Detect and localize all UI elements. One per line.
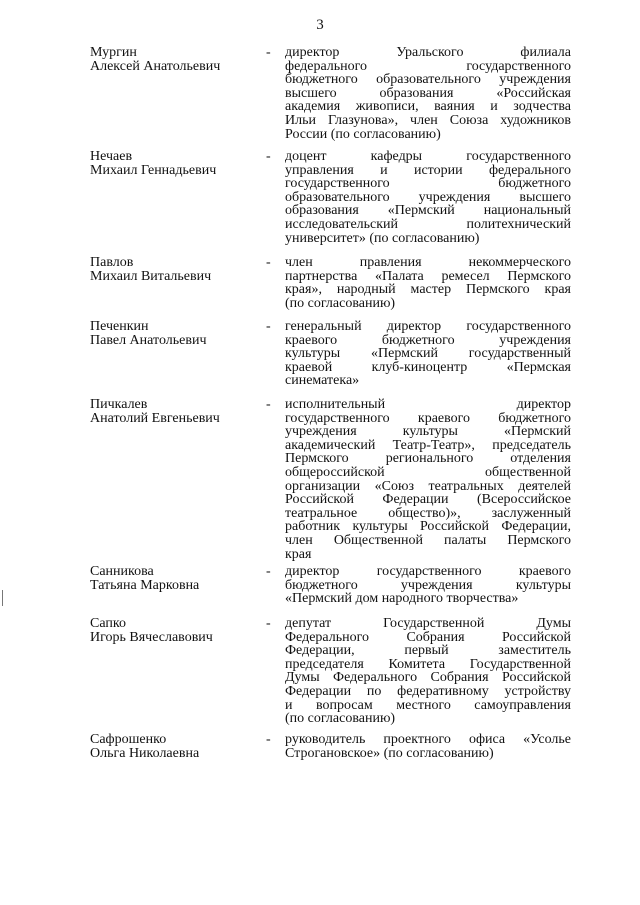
position-line: учреждения культуры «Пермский	[285, 424, 571, 440]
member-name	[90, 256, 260, 284]
position-line: высшего образования «Российская	[285, 85, 571, 101]
member-surname: Павлов	[90, 255, 134, 270]
position-line: Ильи Глазунова», член Союза художников	[285, 112, 571, 128]
member-surname: Пичкалев	[90, 397, 148, 412]
member-given-names: Михаил Витальевич	[90, 269, 212, 284]
page-number: 3	[316, 17, 324, 33]
scan-edge-mark	[2, 590, 3, 606]
member-name	[90, 617, 260, 645]
position-line: Федерации, первый заместитель	[285, 643, 571, 659]
member-position	[285, 733, 571, 760]
position-line: синематека»	[285, 373, 360, 389]
member-given-names: Алексей Анатольевич	[90, 59, 221, 74]
position-line: доцент кафедры государственного	[285, 149, 571, 164]
position-line: академический Театр-Театр», председатель	[285, 437, 571, 453]
position-line: культуры «Пермский государственный	[285, 346, 571, 362]
member-name	[90, 398, 260, 426]
member-surname: Нечаев	[90, 149, 133, 164]
position-line: образования «Пермский национальный	[285, 203, 571, 219]
member-given-names: Павел Анатольевич	[90, 333, 207, 348]
position-line: директор государственного краевого	[285, 564, 571, 579]
position-line: депутат Государственной Думы	[285, 616, 571, 631]
dash-separator: -	[266, 255, 271, 270]
position-line: государственного краевого бюджетного	[285, 410, 571, 426]
position-line: «Пермский дом народного творчества»	[285, 591, 519, 607]
position-line: бюджетного учреждения культуры	[285, 577, 571, 593]
position-line: работник культуры Российской Федерации,	[285, 519, 571, 535]
member-surname: Санникова	[90, 564, 154, 579]
member-position	[285, 565, 571, 606]
position-line: Думы Федерального Собрания Российской	[285, 670, 571, 686]
dash-separator: -	[266, 397, 271, 412]
position-line: федерального государственного	[285, 58, 571, 74]
position-line: Федерации по федеративному устройству	[285, 683, 571, 699]
position-line: России (по согласованию)	[285, 126, 441, 142]
member-given-names: Анатолий Евгеньевич	[90, 411, 220, 426]
dash-separator: -	[266, 149, 271, 164]
member-given-names: Игорь Вячеславович	[90, 630, 213, 645]
member-surname: Сафрошенко	[90, 732, 167, 747]
position-line: (по согласованию)	[285, 711, 396, 727]
position-line: исполнительный директор	[285, 397, 571, 412]
position-line: краевой клуб-киноцентр «Пермская	[285, 359, 571, 375]
member-name	[90, 733, 260, 761]
position-line: театральное общество)», заслуженный	[285, 505, 571, 521]
member-name	[90, 320, 260, 348]
position-line: краевого бюджетного учреждения	[285, 332, 571, 348]
member-given-names: Татьяна Марковна	[90, 578, 200, 593]
position-line: образовательного учреждения высшего	[285, 189, 571, 205]
member-given-names: Михаил Геннадьевич	[90, 163, 217, 178]
position-line: края», народный мастер Пермского края	[285, 282, 571, 298]
position-line: член Общественной палаты Пермского	[285, 532, 571, 548]
member-name	[90, 565, 260, 593]
dash-separator: -	[266, 45, 271, 60]
position-line: Пермского регионального отделения	[285, 451, 571, 467]
position-line: университет» (по согласованию)	[285, 230, 480, 246]
position-line: руководитель проектного офиса «Усолье	[285, 732, 571, 747]
member-surname: Сапко	[90, 616, 126, 631]
dash-separator: -	[266, 616, 271, 631]
position-line: член правления некоммерческого	[285, 255, 571, 270]
position-line: организации «Союз театральных деятелей	[285, 478, 571, 494]
position-line: Российской Федерации (Всероссийское	[285, 492, 571, 508]
position-line: и вопросам местного самоуправления	[285, 697, 571, 713]
dash-separator: -	[266, 564, 271, 579]
position-line: академия живописи, ваяния и зодчества	[285, 99, 571, 115]
position-line: бюджетного образовательного учреждения	[285, 72, 571, 88]
member-position	[285, 320, 571, 388]
position-line: края	[285, 546, 312, 562]
member-surname: Печенкин	[90, 319, 149, 334]
member-given-names: Ольга Николаевна	[90, 746, 200, 761]
position-line: управления и истории федерального	[285, 162, 571, 178]
position-line: председателя Комитета Государственной	[285, 656, 571, 672]
position-line: Строгановское» (по согласованию)	[285, 745, 494, 761]
member-surname: Мургин	[90, 45, 137, 60]
position-line: (по согласованию)	[285, 295, 396, 311]
dash-separator: -	[266, 319, 271, 334]
position-line: Федерального Собрания Российской	[285, 629, 571, 645]
dash-separator: -	[266, 732, 271, 747]
member-position	[285, 398, 571, 561]
member-position	[285, 617, 571, 726]
position-line: государственного бюджетного	[285, 176, 571, 192]
position-line: общероссийской общественной	[285, 464, 571, 480]
member-name	[90, 150, 260, 178]
member-position	[285, 256, 571, 310]
position-line: директор Уральского филиала	[285, 45, 571, 60]
member-name	[90, 46, 260, 74]
position-line: партнерства «Палата ремесел Пермского	[285, 268, 571, 284]
member-position	[285, 46, 571, 141]
member-position	[285, 150, 571, 245]
position-line: генеральный директор государственного	[285, 319, 571, 334]
position-line: исследовательский политехнический	[285, 216, 571, 232]
